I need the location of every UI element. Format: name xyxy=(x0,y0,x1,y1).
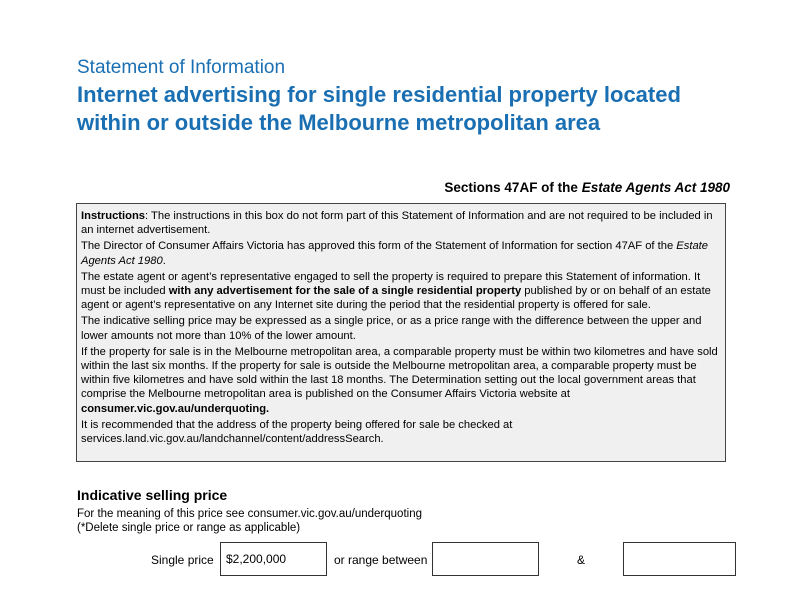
range-ampersand: & xyxy=(577,553,586,567)
single-price-label: Single price xyxy=(151,553,214,567)
instructions-p2-end: . xyxy=(162,254,166,267)
sections-act: Estate Agents Act 1980 xyxy=(581,180,730,195)
sections-prefix: Sections 47AF of the xyxy=(444,180,582,195)
indicative-note xyxy=(77,507,422,535)
instructions-label: Instructions xyxy=(81,210,146,222)
instructions-p2 xyxy=(81,239,720,267)
instructions-p1 xyxy=(81,209,720,237)
instructions-p3 xyxy=(81,270,720,313)
instructions-p5 xyxy=(81,345,720,416)
form-title: Internet advertising for single residential property located within or outside the Melbourne metropolitan area xyxy=(77,82,681,135)
indicative-note-2: (*Delete single price or range as applicable) xyxy=(77,522,301,534)
range-label: or range between xyxy=(334,553,428,567)
instructions-p2-act: Estate Agents Act 1980 xyxy=(81,240,709,267)
single-price-field[interactable]: $2,200,000 xyxy=(220,542,327,576)
range-to-field[interactable] xyxy=(623,542,736,576)
instructions-box xyxy=(76,203,726,462)
instructions-p3-b: published by or on behalf of an estate agent or agent’s representative on any Internet site during the period that the residential property is offered for sale. xyxy=(81,285,711,312)
form-subtitle: Statement of Information xyxy=(77,57,286,78)
instructions-p5-text: If the property for sale is in the Melbourne metropolitan area, a comparable property must be within two kilometres and have sold within the last six months. If the property for sale is outside the Melbourne metropolitan area, a comparable property must be within five kilometres and have sold within the last 18 months. The Determination setting out the local government areas that comprise the Melbourne metropolitan area is published on the Consumer Affairs Victoria website at xyxy=(81,345,718,401)
instructions-p2-text: The Director of Consumer Affairs Victoria has approved this form of the Statement of Information for section 47AF of the xyxy=(81,240,677,253)
underquoting-link[interactable]: consumer.vic.gov.au/underquoting. xyxy=(81,402,270,415)
indicative-note-1: For the meaning of this price see consumer.vic.gov.au/underquoting xyxy=(77,508,422,520)
instructions-p4: The indicative selling price may be expressed as a single price, or as a price range with the difference between the upper and lower amounts not more than 10% of the lower amount. xyxy=(81,315,702,342)
sections-reference xyxy=(444,180,730,195)
indicative-heading: Indicative selling price xyxy=(77,487,228,503)
instructions-p3-bold: with any advertisement for the sale of a single residential property xyxy=(168,285,522,298)
instructions-p6: It is recommended that the address of the property being offered for sale be checked at services.land.vic.gov.au/landchannel/content/addressSearch. xyxy=(81,418,513,446)
instructions-p3-a: The estate agent or agent’s representative engaged to sell the property is required to prepare this Statement of information. It must be included xyxy=(81,270,701,298)
instructions-p1-text: : The instructions in this box do not form part of this Statement of Information and are not required to be included in an internet advertisement. xyxy=(81,210,713,237)
range-from-field[interactable] xyxy=(432,542,539,576)
